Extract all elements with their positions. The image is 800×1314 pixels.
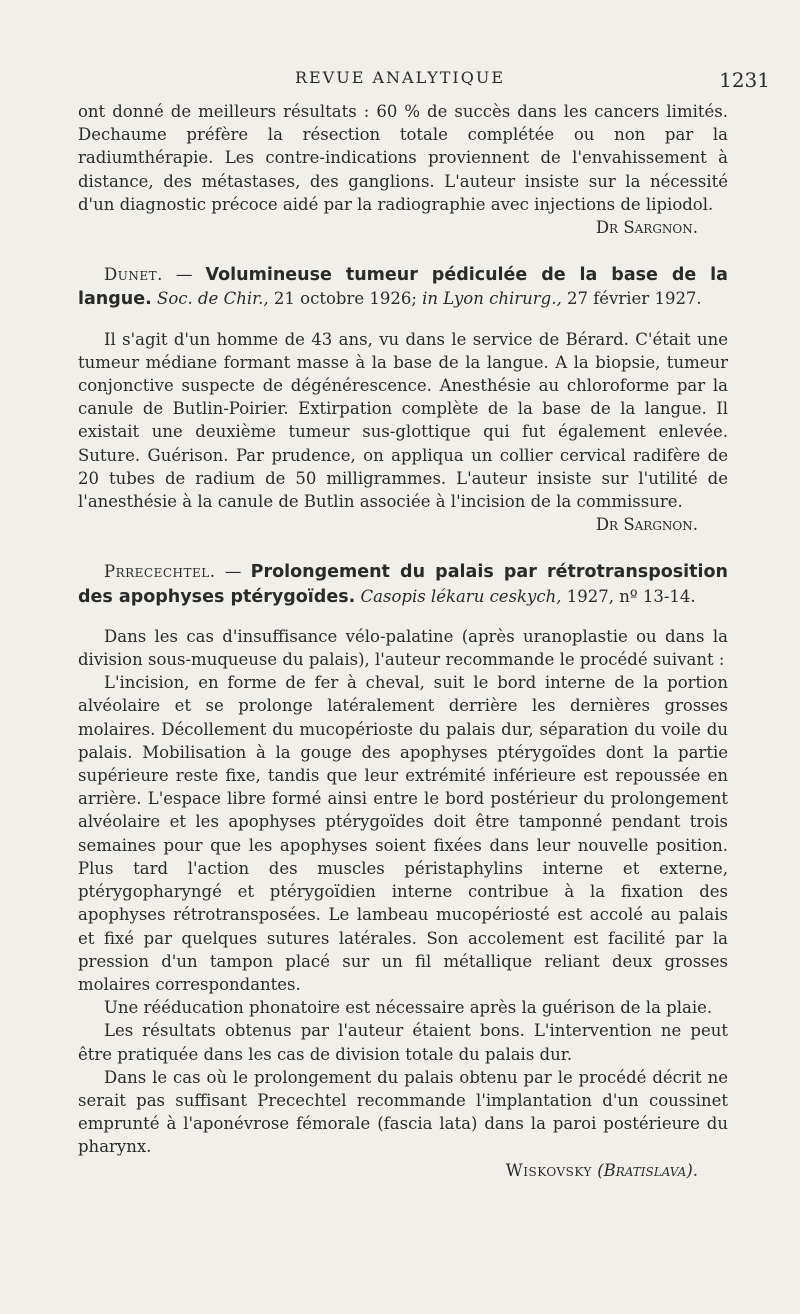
entry-citation-journal: in Lyon chirurg., [422,289,562,309]
entry-paragraph: Une rééducation phonatoire est nécessaire après la guérison de la plaie. [104,998,713,1018]
running-header [0,68,800,90]
entry-paragraph-block [78,328,728,514]
entry-author: Dunet. [104,265,163,285]
continuation-paragraph: ont donné de meilleurs résultats : 60 % de succès dans les cancers limités. Dechaume préfère la résection totale complétée ou non par la radiumthérapie. Les contre-indications proviennent de l'envahissement à distance, des métastases, des ganglions. L'auteur insiste sur la nécessité d'un diagnostic précoce aidé par la radiographie avec injections de lipiodol. [78,102,728,214]
reviewer-signature: Dr Sargnon. [595,218,698,238]
reviewer-name: Wiskovsky [505,1160,592,1180]
entry-citation-date-2: 27 février 1927. [561,289,702,309]
entry-title: Volumineuse tumeur pédiculée de la base de la langue. [78,265,728,310]
reviewer-signature: Dr Sargnon. [595,515,698,535]
entry-heading [78,263,728,311]
entry-paragraph: Les résultats obtenus par l'auteur étaient bons. L'intervention ne peut être pratiquée dans les cas de division totale du palais dur. [78,1021,728,1064]
entry-heading [78,560,728,608]
entry-paragraph: L'incision, en forme de fer à cheval, suit le bord interne de la portion alvéolaire et se prolonge latéralement derrière les dernières grosses molaires. Décollement du mucopérioste du palais dur, séparation du voile du palais. Mobilisation à la gouge des apophyses ptérygoïdes dont la partie supérieure reste fixe, tandis que leur extrémité inférieure est repoussée en arrière. L'espace libre formé ainsi entre le bord postérieur du prolongement alvéolaire et les apophyses ptérygoïdes doit être tamponné pendant trois semaines pour que les apophyses soient fixées dans leur nouvelle position. Plus tard l'action des muscles péristaphylins interne et externe, ptérygopharyngé et ptérygoïdien interne contribue à la fixation des apophyses rétrotransposées. Le lambeau mucopériosté est accolé au palais et fixé par quelques sutures latérales. Son accolement est facilité par la pression d'un tampon placé sur un fil métallique reliant deux grosses molaires correspondantes. [78,673,728,994]
running-title: REVUE ANALYTIQUE [294,68,506,87]
entry-citation-rest: 1927, nº 13-14. [561,586,696,606]
article-body [78,100,728,1182]
entry-author: Prrecechtel. [104,562,216,582]
heading-dash: — [224,562,251,582]
review-entry [78,560,728,1181]
entry-paragraph: Dans le cas où le prolongement du palais obtenu par le procédé décrit ne serait pas suffisant Precechtel recommande l'implantation d'un coussinet emprunté à l'aponévrose fémorale (fascia lata) dans la paroi postérieure du pharynx. [78,1067,728,1157]
reviewer-place: (Bratislava). [597,1160,698,1180]
reviewer-signature-block [78,1159,698,1182]
heading-dash: — [175,265,206,285]
entry-paragraph: Dans les cas d'insuffisance vélo-palatine (après uranoplastie ou dans la division sous-muqueuse du palais), l'auteur recommande le procédé suivant : [78,626,728,670]
entry-paragraph: Il s'agit d'un homme de 43 ans, vu dans le service de Bérard. C'était une tumeur médiane formant masse à la base de la langue. A la biopsie, tumeur conjonctive suspecte de dégénérescence. Anesthésie au chloroforme par la canule de Butlin-Poirier. Extirpation complète de la base de la langue. Il existait une deuxième tumeur sus-glottique qui fut également enlevée. Suture. Guérison. Par prudence, on appliqua un collier cervical radifère de 20 tubes de radium de 50 milligrammes. L'auteur insiste sur l'utilité de l'anesthésie à la canule de Butlin associée à l'incision de la commissure. [78,329,728,512]
entry-citation-journal: Casopis lékaru ceskych, [360,586,562,606]
review-entry [78,263,728,536]
page-number: 1231 [719,68,770,92]
entry-title: Prolongement du palais par rétrotransposition des apophyses ptérygoïdes. [78,562,729,607]
entry-citation-date: 21 octobre 1926; [268,289,423,309]
entry-citation-venue: Soc. de Chir., [157,289,269,309]
